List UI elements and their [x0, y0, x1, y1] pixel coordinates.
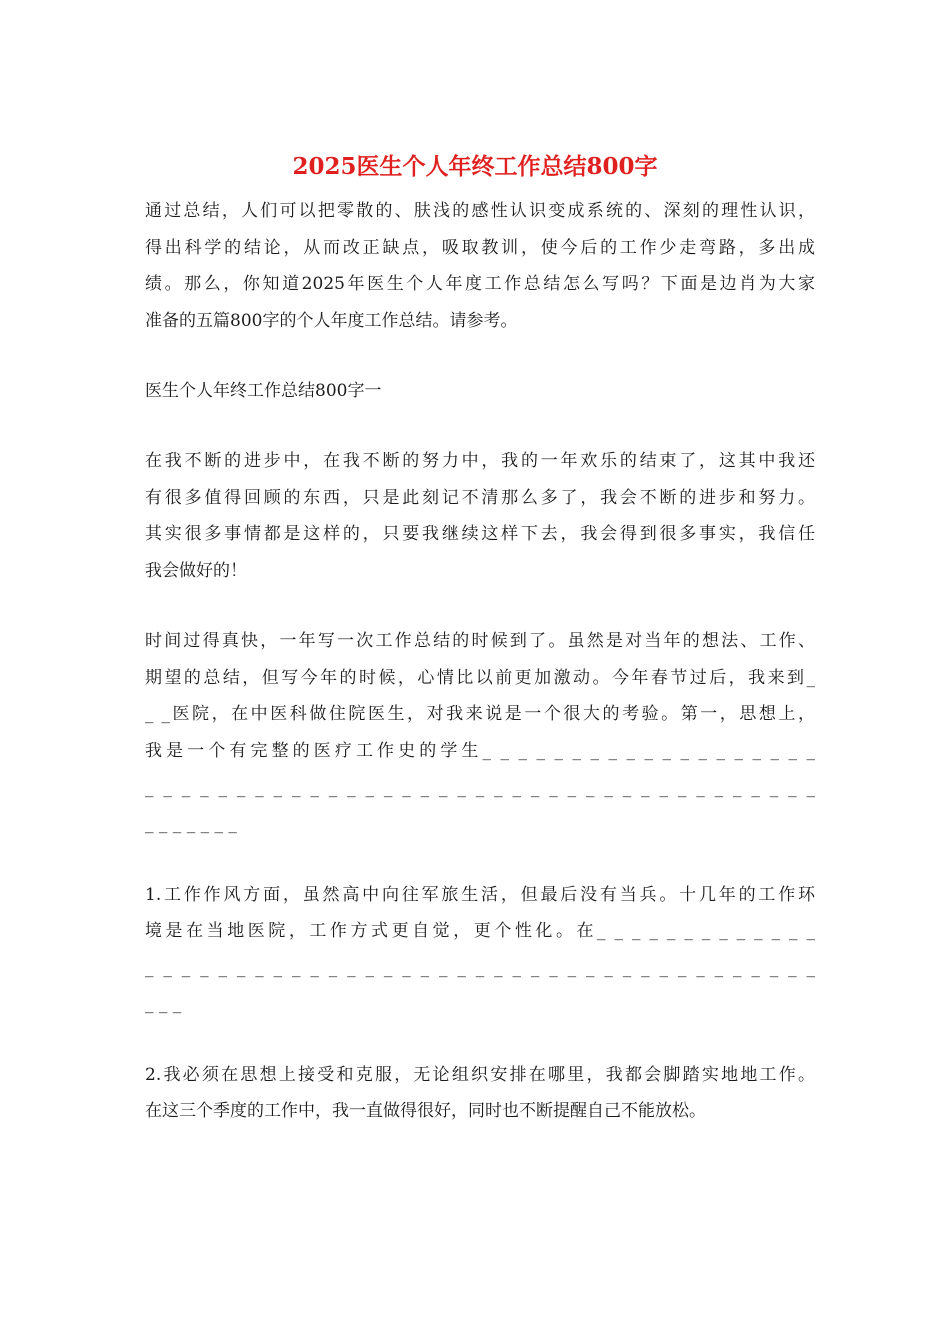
text-line: 1.工作作风方面，虽然高中向往军旅生活，但最后没有当兵。十几年的工作环 [145, 885, 815, 905]
text-line: 境是在当地医院，工作方式更自觉，更个性化。在_ _ _ _ _ _ _ _ _ _ _ _ _ [145, 921, 815, 941]
text-line: 有很多值得回顾的东西，只是此刻记不清那么多了，我会不断的进步和努力。 [145, 488, 815, 508]
text-line: _ _医院，在中医科做住院医生，对我来说是一个很大的考验。第一，思想上， [145, 704, 815, 724]
section-heading: 医生个人年终工作总结800字一 [145, 381, 382, 401]
text-line: 得出科学的结论，从而改正缺点，吸取教训，使今后的工作少走弯路，多出成 [145, 238, 815, 258]
text-line: _ _ _ _ _ _ _ _ _ _ _ _ _ _ _ _ _ _ _ _ _ _ _ _ _ _ _ _ _ _ _ _ _ _ _ _ _ [145, 958, 815, 978]
text-line: 绩。那么，你知道2025年医生个人年度工作总结怎么写吗？下面是边肖为大家 [145, 274, 815, 294]
text-line: 在我不断的进步中，在我不断的努力中，我的一年欢乐的结束了，这其中我还 [145, 451, 815, 471]
text-line: 准备的五篇800字的个人年度工作总结。请参考。 [145, 311, 518, 331]
text-line: 2.我必须在思想上接受和克服，无论组织安排在哪里，我都会脚踏实地地工作。 [145, 1065, 815, 1085]
text-line: _ _ _ _ _ _ _ [145, 814, 237, 834]
text-line: 期望的总结，但写今年的时候，心情比以前更加激动。今年春节过后，我来到_ [145, 668, 815, 688]
text-line: 在这三个季度的工作中，我一直做得很好，同时也不断提醒自己不能放松。 [145, 1101, 706, 1121]
text-line: _ _ _ [145, 994, 182, 1014]
text-line: _ _ _ _ _ _ _ _ _ _ _ _ _ _ _ _ _ _ _ _ _ _ _ _ _ _ _ _ _ _ _ _ _ _ _ _ _ [145, 778, 815, 798]
text-line: 通过总结，人们可以把零散的、肤浅的感性认识变成系统的、深刻的理性认识， [145, 201, 815, 221]
text-line: 我是一个有完整的医疗工作史的学生_ _ _ _ _ _ _ _ _ _ _ _ _ _ _ _ _ _ _ [145, 741, 815, 761]
text-line: 其实很多事情都是这样的，只要我继续这样下去，我会得到很多事实，我信任 [145, 524, 815, 544]
text-line: 我会做好的！ [145, 561, 247, 581]
text-line: 时间过得真快，一年写一次工作总结的时候到了。虽然是对当年的想法、工作、 [145, 631, 815, 651]
document-title: 2025医生个人年终工作总结800字 [292, 153, 658, 180]
